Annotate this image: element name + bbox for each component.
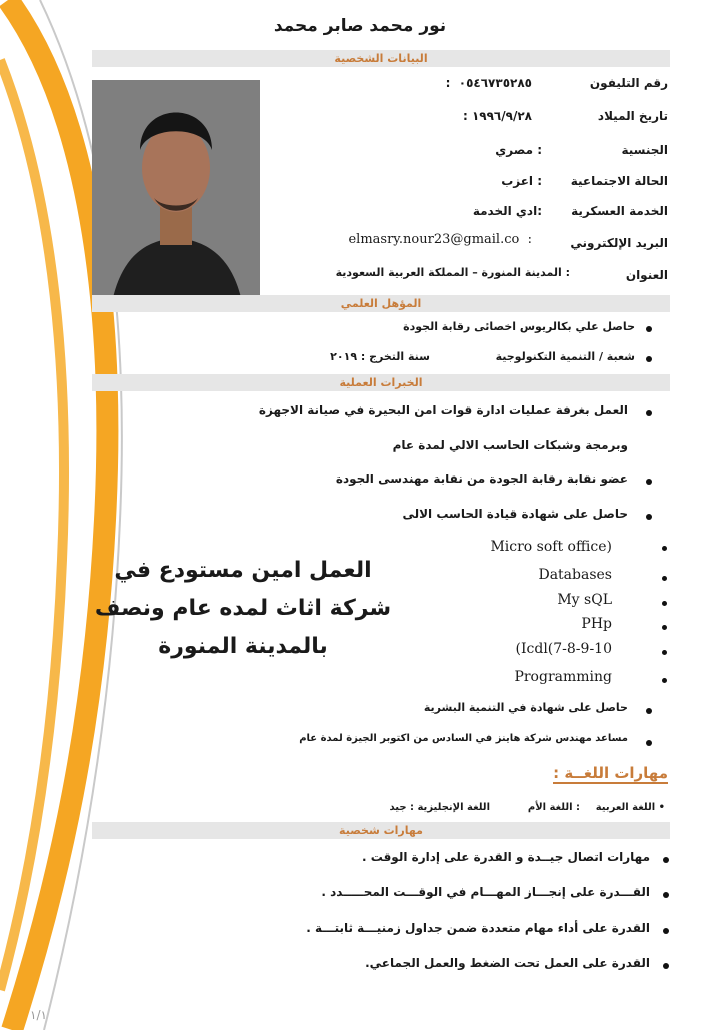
section-education: المؤهل العلمي (92, 295, 670, 312)
military-label: الخدمة العسكرية (571, 204, 668, 218)
marital-value: : اعزب (501, 174, 542, 188)
experience-item-4: حاصل على شهادة في التنمية البشرية (423, 701, 628, 714)
phone-value: ٠٥٤٦٧٣٥٢٨٥ : (445, 76, 532, 90)
computer-skill-4: PHp (581, 616, 612, 632)
bullet (662, 625, 667, 630)
section-skills: مهارات شخصية (92, 822, 670, 839)
bullet (662, 650, 667, 655)
bullet (646, 708, 652, 714)
computer-skill-3: My sQL (557, 592, 612, 608)
bullet (646, 514, 652, 520)
education-branch: شعبة / التنمية التكنولوجية (495, 350, 635, 363)
skill-item-4: القدرة على العمل تحت الضغط والعمل الجماعي. (365, 956, 650, 970)
experience-item-1-cont: وبرمجة وشبكات الحاسب الالي لمدة عام (392, 438, 628, 452)
bullet (662, 601, 667, 606)
education-degree: حاصل علي بكالريوس اخصائى رقابة الجودة (403, 320, 635, 333)
profile-photo (92, 80, 260, 302)
experience-item-1: العمل بغرفة عمليات ادارة قوات امن البحيرة في صيانة الاجهزة (258, 403, 628, 417)
computer-skill-1: Micro soft office) (490, 539, 612, 555)
bullet (662, 546, 667, 551)
military-value: :ادي الخدمة (472, 204, 542, 218)
arabic-language-level: : اللغة الأم (527, 802, 580, 813)
birth-value: ١٩٩٦/٩/٢٨ : (462, 109, 532, 123)
nationality-value: : مصري (495, 143, 542, 157)
section-experience: الخبرات العملية (92, 374, 670, 391)
computer-skill-5: (Icdl(7-8-9-10 (515, 641, 612, 657)
bullet (663, 963, 669, 969)
bullet (646, 326, 652, 332)
skill-item-1: مهارات اتصال جيــدة و القدرة على إدارة الوقت . (362, 850, 650, 864)
bullet (646, 479, 652, 485)
experience-item-3: حاصل على شهادة قيادة الحاسب الالى (402, 507, 628, 521)
nationality-label: الجنسية (621, 143, 668, 157)
education-year: سنة التخرج : ٢٠١٩ (330, 350, 430, 363)
bullet (663, 857, 669, 863)
bullet (662, 678, 667, 683)
bullet (662, 576, 667, 581)
email-label: البريد الإلكتروني (570, 236, 668, 250)
skill-item-2: القـــدرة على إنجـــاز المهـــام في الوقـــت المحـــــدد . (321, 885, 650, 899)
bullet (663, 928, 669, 934)
computer-skill-6: Programming (514, 669, 612, 685)
marital-label: الحالة الاجتماعية (570, 174, 668, 188)
bullet (663, 892, 669, 898)
bullet (646, 740, 652, 746)
section-personal: البيانات الشخصية (92, 50, 670, 67)
bullet (646, 356, 652, 362)
birth-label: تاريخ الميلاد (597, 109, 668, 123)
bullet (646, 410, 652, 416)
experience-item-5: مساعد مهندس شركة هاينز في السادس من اكتوبر الجيزة لمدة عام (299, 733, 628, 744)
page-number: ١/١ (30, 1008, 47, 1022)
skill-item-3: القدرة على أداء مهام متعددة ضمن جداول زمنيـــة ثابتـــة . (306, 921, 650, 935)
arabic-language-label: • اللغة العربية (595, 802, 665, 813)
section-languages: مهارات اللغــة : (553, 764, 668, 782)
experience-item-2: عضو نقابة رقابة الجودة من نقابة مهندسى الجودة (335, 472, 628, 486)
overlay-note: العمل امين مستودع في شركة اثاث لمده عام ونصف بالمدينة المنورة (94, 558, 392, 659)
cv-name: نور محمد صابر محمد (273, 16, 447, 36)
address-label: العنوان (625, 268, 668, 282)
address-value: : المدينة المنورة – المملكة العربية السعودية (335, 266, 570, 279)
phone-label: رقم التليفون (589, 76, 668, 90)
email-value: elmasry.nour23@gmail.co : (348, 232, 532, 247)
computer-skill-2: Databases (538, 567, 612, 583)
english-language: اللغة الإنجليزية : جيد (389, 802, 490, 813)
